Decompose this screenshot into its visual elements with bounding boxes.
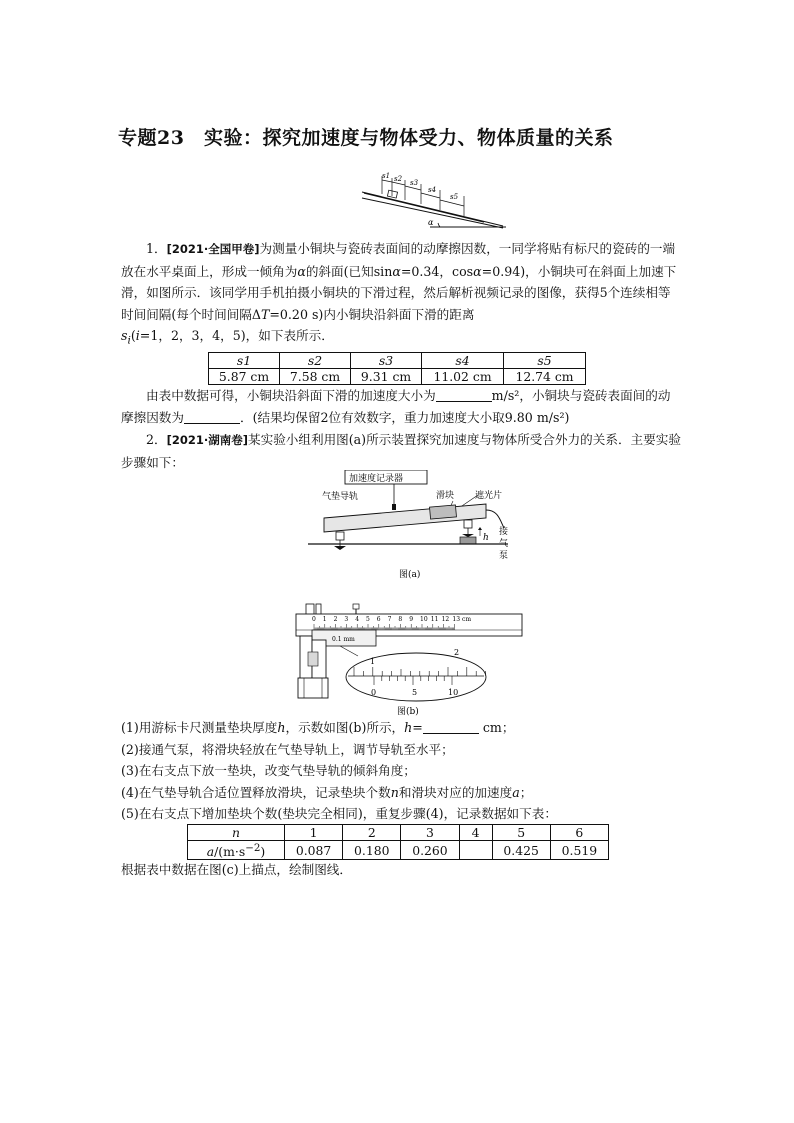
incline-label-s4: s4 [428, 186, 437, 194]
pump-label-3: 泵 [499, 551, 509, 561]
main-scale-number: 7 [387, 616, 392, 623]
figure-b-caliper [292, 600, 532, 720]
table-cell: 5 [492, 825, 550, 841]
table-cell: 0.180 [343, 841, 401, 860]
table-row [188, 841, 609, 860]
table-header-cell: s3 [351, 353, 422, 369]
problem2-table [187, 824, 609, 860]
height-label: h [483, 533, 489, 543]
table-cell: 5.87 cm [209, 369, 280, 385]
incline-figure [360, 168, 510, 230]
step-2: (2)接通气泵，将滑块轻放在气垫导轨上，调节导轨至水平； [121, 741, 454, 757]
table-cell: 11.02 cm [422, 369, 504, 385]
table-header-cell: s1 [209, 353, 280, 369]
table-row [209, 369, 586, 385]
main-scale-number: 9 [409, 616, 414, 623]
recorder-label: 加速度记录器 [349, 474, 404, 484]
problem1-source: [2021·全国甲卷] [166, 242, 260, 256]
incline-label-s2: s2 [394, 175, 403, 183]
problem2-closing: 根据表中数据在图(c)上描点，绘制图线． [121, 862, 352, 877]
table-header-cell: n [188, 825, 285, 841]
table-cell: 4 [459, 825, 492, 841]
problem1-question: 由表中数据可得，小铜块沿斜面下滑的加速度大小为 m/s²，小铜块与瓷砖表面间的动摩擦因数为 ．(结果均保留2位有效数字，重力加速度大小取9.80 m/s²) [121, 388, 671, 425]
vernier-precision-label: 0.1 mm [332, 636, 355, 643]
figure-a-air-track [308, 470, 528, 582]
zoom-vernier-0: 0 [371, 688, 377, 697]
table-header-cell: s4 [422, 353, 504, 369]
main-scale-unit: cm [462, 616, 472, 623]
table-row [209, 353, 586, 369]
problem1-statement: 1．[2021·全国甲卷]为测量小铜块与瓷砖表面间的动摩擦因数，一同学将贴有标尺的瓷砖的一端放在水平桌面上，形成一倾角为α的斜面(已知sinα=0.34，cosα=0.94)，小铜块可在斜面上加速下滑，如图所示．该同学用手机拍摄小铜块的下滑过程，然后解析视频记录的图像，获得5个连续相等时间间隔(每个时间间隔ΔT=0.20 s)内小铜块沿斜面下滑的距离 $s_i(i=1$，2，3，4，5)，如下表所示． [121, 241, 677, 347]
answer-blank-friction[interactable] [184, 409, 240, 424]
step-5: (5)在右支点下增加垫块个数(垫块完全相同)，重复步骤(4)，记录数据如下表： [121, 806, 557, 821]
table-cell: 1 [285, 825, 343, 841]
slider-label: 滑块 [436, 491, 455, 501]
table-header-cell: $a/(m\cdot s^{-2})$ [188, 841, 285, 860]
answer-blank-acceleration[interactable] [436, 387, 492, 402]
main-scale-number: 0 [312, 616, 316, 623]
table-cell: 0.425 [492, 841, 550, 860]
table-cell: 9.31 cm [351, 369, 422, 385]
zoom-main-1: 1 [370, 657, 376, 666]
problem2-steps [121, 717, 683, 825]
zoom-main-2: 2 [454, 648, 460, 657]
problem1-table [208, 352, 586, 385]
main-scale-number: 2 [333, 616, 338, 623]
step-3: (3)在右支点下放一垫块，改变气垫导轨的倾斜角度； [121, 763, 416, 778]
table-header-cell: s2 [280, 353, 351, 369]
figure-b-caption: 图(b) [397, 707, 419, 717]
main-scale-number: 8 [398, 616, 403, 623]
main-scale-number: 4 [355, 616, 360, 623]
incline-label-s1: s1 [382, 172, 391, 180]
table-cell: 0.519 [550, 841, 608, 860]
table-cell: 0.260 [401, 841, 459, 860]
step-4: (4)在气垫导轨合适位置释放滑块，记录垫块个数n和滑块对应的加速度a； [121, 784, 533, 800]
incline-label-s5: s5 [450, 193, 459, 201]
problem2-statement: 2．[2021·湖南卷]某实验小组利用图(a)所示装置探究加速度与物体所受合外力的关系．主要实验步骤如下： [121, 432, 681, 470]
main-scale-number: 13 [452, 616, 461, 623]
main-scale-number: 1 [322, 616, 327, 623]
step-1: (1)用游标卡尺测量垫块厚度h，示数如图(b)所示，h= cm； [121, 720, 515, 735]
incline-angle-label: α [428, 218, 434, 227]
table-cell: 12.74 cm [504, 369, 586, 385]
table-cell: 6 [550, 825, 608, 841]
main-scale-number: 11 [430, 616, 439, 623]
table-row [188, 825, 609, 841]
table-cell: 0.087 [285, 841, 343, 860]
main-scale-number: 6 [376, 616, 381, 623]
main-scale-number: 3 [344, 616, 349, 623]
zoom-vernier-10: 10 [448, 688, 459, 697]
pump-label-1: 接 [499, 527, 509, 537]
main-scale-number: 5 [366, 616, 370, 623]
zoom-vernier-5: 5 [412, 688, 418, 697]
main-scale-number: 10 [420, 616, 428, 623]
pump-label-2: 气 [499, 539, 509, 549]
answer-blank-h[interactable] [423, 719, 479, 734]
shade-label: 遮光片 [475, 491, 503, 501]
problem2-source: [2021·湖南卷] [166, 433, 248, 447]
table-header-cell: s5 [504, 353, 586, 369]
table-cell: 3 [401, 825, 459, 841]
main-scale-number: 12 [441, 616, 450, 623]
figure-a-caption: 图(a) [399, 570, 421, 580]
table-cell: 2 [343, 825, 401, 841]
page-title: 专题23 实验：探究加速度与物体受力、物体质量的关系 [118, 127, 614, 149]
table-cell-blank[interactable] [459, 841, 492, 860]
track-label: 气垫导轨 [322, 492, 359, 502]
incline-label-s3: s3 [410, 179, 419, 187]
table-cell: 7.58 cm [280, 369, 351, 385]
